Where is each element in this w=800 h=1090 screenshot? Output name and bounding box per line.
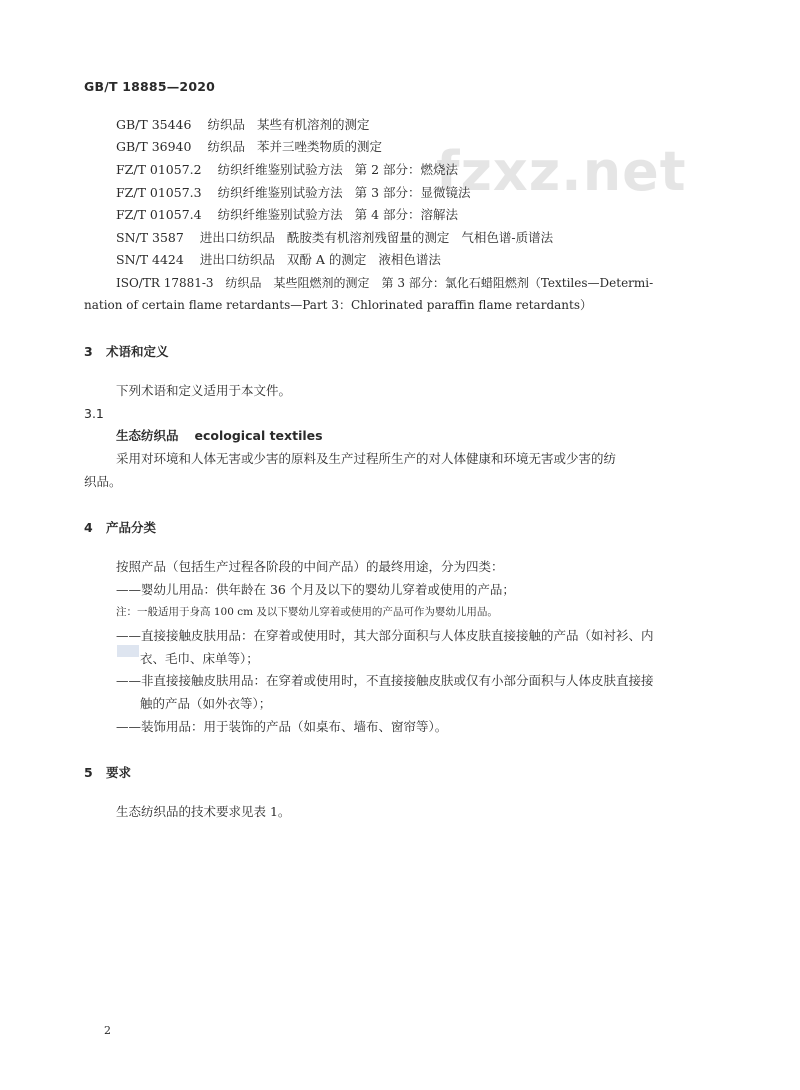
reference-title: 第 3 部分：显微镜法: [354, 185, 471, 200]
reference-item: [116, 254, 441, 267]
term-heading: [116, 430, 323, 443]
reference-title: 进出口纺织品: [199, 252, 275, 267]
list-item: ——装饰用品：用于装饰的产品（如桌布、墙布、窗帘等）。: [116, 719, 448, 734]
reference-title: 纺织品: [207, 117, 245, 132]
reference-title: 某些有机溶剂的测定: [256, 117, 370, 132]
reference-title: 苯并三唑类物质的测定: [256, 139, 382, 154]
reference-item: [116, 141, 382, 154]
reference-item: [116, 164, 458, 177]
term-en: ecological textiles: [194, 428, 323, 443]
list-item-continuation: 触的产品（如外衣等）；: [140, 696, 272, 711]
list-item: ——非直接接触皮肤用品：在穿着或使用时，不直接接触皮肤或仅有小部分面积与人体皮肤直接接: [116, 673, 654, 688]
list-item: ——直接接触皮肤用品：在穿着或使用时，其大部分面积与人体皮肤直接接触的产品（如衬衫、内: [116, 628, 654, 643]
reference-title: 纺织纤维鉴别试验方法: [217, 207, 343, 222]
reference-code: GB/T 36940: [116, 139, 192, 154]
list-item: ——婴幼儿用品：供年龄在 36 个月及以下的婴幼儿穿着或使用的产品；: [116, 582, 515, 597]
reference-title: 纺织品: [207, 139, 245, 154]
note: 注：一般适用于身高 100 cm 及以下婴幼儿穿着或使用的产品可作为婴幼儿用品。: [116, 606, 498, 618]
page-number: 2: [104, 1024, 111, 1037]
reference-item: [116, 209, 458, 222]
section-4-intro: 按照产品（包括生产过程各阶段的中间产品）的最终用途，分为四类：: [116, 559, 504, 574]
reference-title: 双酚 A 的测定: [286, 252, 367, 267]
definition-line: 采用对环境和人体无害或少害的原料及生产过程所生产的对人体健康和环境无害或少害的纺: [116, 451, 617, 466]
section-title: 产品分类: [106, 520, 157, 535]
reference-code: SN/T 4424: [116, 252, 184, 267]
definition-line: 织品。: [84, 474, 122, 489]
watermark: fzxz.net: [436, 140, 687, 203]
section-number: 5: [84, 765, 93, 780]
iso-reference-line1: ISO/TR 17881-3 纺织品 某些阻燃剂的测定 第 3 部分：氯化石蜡阻燃剂（Textiles—Determi-: [116, 276, 654, 290]
iso-reference-line2: nation of certain flame retardants—Part 3：Chlorinated paraffin flame retardants）: [84, 298, 592, 312]
reference-code: FZ/T 01057.3: [116, 185, 202, 200]
section-number: 4: [84, 520, 93, 535]
section-4-heading: [84, 518, 156, 536]
list-item-continuation: 衣、毛巾、床单等）；: [140, 651, 259, 666]
reference-code: SN/T 3587: [116, 230, 184, 245]
section-5-heading: [84, 763, 131, 781]
reference-title: 进出口纺织品: [199, 230, 275, 245]
reference-code: GB/T 35446: [116, 117, 192, 132]
section-3-heading: [84, 342, 169, 360]
term-cn: 生态纺织品: [116, 428, 179, 443]
reference-title: 第 2 部分：燃烧法: [354, 162, 458, 177]
term-number: 3.1: [84, 406, 104, 421]
reference-title: 纺织纤维鉴别试验方法: [217, 162, 343, 177]
reference-item: [116, 119, 370, 132]
standard-number: GB/T 18885—2020: [84, 79, 216, 94]
reference-title: 液相色谱法: [378, 252, 441, 267]
section-title: 术语和定义: [106, 344, 169, 359]
reference-code: FZ/T 01057.2: [116, 162, 202, 177]
reference-title: 第 4 部分：溶解法: [354, 207, 458, 222]
section-number: 3: [84, 344, 93, 359]
reference-title: 酰胺类有机溶剂残留量的测定: [286, 230, 450, 245]
reference-title: 纺织纤维鉴别试验方法: [217, 185, 343, 200]
reference-title: 气相色谱-质谱法: [461, 230, 554, 245]
section-5-body: 生态纺织品的技术要求见表 1。: [116, 804, 291, 819]
section-title: 要求: [106, 765, 132, 780]
reference-code: FZ/T 01057.4: [116, 207, 202, 222]
reference-item: [116, 232, 553, 245]
logo-mark-icon: [117, 645, 139, 657]
section-3-intro: 下列术语和定义适用于本文件。: [116, 383, 292, 398]
reference-item: [116, 187, 471, 200]
